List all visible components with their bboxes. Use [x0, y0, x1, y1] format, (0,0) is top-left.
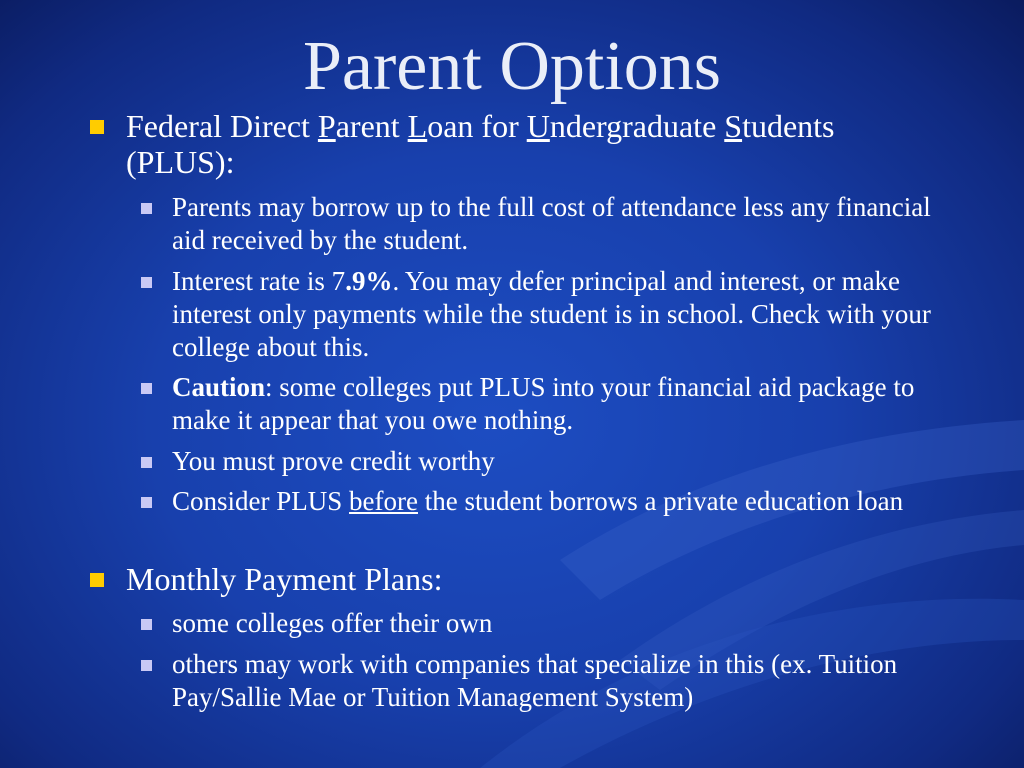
square-bullet-icon: [141, 457, 152, 468]
sub-bullet-caution: [141, 371, 941, 437]
square-bullet-icon: [141, 497, 152, 508]
square-bullet-icon: [141, 619, 152, 630]
sub-bullet-consider-text: Consider PLUS before the student borrows a private education loan: [172, 486, 904, 516]
square-bullet-icon: [141, 203, 152, 214]
bullet-plus-loan: [90, 108, 870, 180]
bullet-plus-loan-text: Federal Direct Parent Loan for Undergraduate Students (PLUS):: [126, 108, 835, 180]
square-bullet-icon: [141, 383, 152, 394]
sub-bullet-borrow-text: Parents may borrow up to the full cost of attendance less any financial aid received by the student.: [172, 192, 931, 255]
square-bullet-icon: [90, 120, 104, 134]
square-bullet-icon: [141, 660, 152, 671]
square-bullet-icon: [90, 573, 104, 587]
sub-bullet-companies-text: others may work with companies that specialize in this (ex. Tuition Pay/Sallie Mae or Tuition Management System): [172, 649, 898, 712]
bullet-monthly-plans: [90, 561, 870, 597]
sub-bullet-companies: [141, 648, 941, 714]
slide-title: Parent Options: [302, 28, 722, 105]
sub-bullet-own-plans: [141, 607, 941, 640]
sub-bullet-borrow: [141, 191, 941, 257]
sub-bullet-credit-text: You must prove credit worthy: [172, 446, 495, 476]
sub-bullet-own-plans-text: some colleges offer their own: [172, 608, 493, 638]
bullet-monthly-plans-text: Monthly Payment Plans:: [126, 561, 443, 597]
sub-bullet-interest-text: Interest rate is 7.9%. You may defer principal and interest, or make interest only payments while the student is in school. Check with your college about this.: [172, 266, 931, 362]
sub-bullet-credit: [141, 445, 941, 478]
sub-bullet-interest: [141, 265, 941, 364]
sub-bullet-consider: [141, 485, 941, 518]
sub-bullet-caution-text: Caution: some colleges put PLUS into your financial aid package to make it appear that you owe nothing.: [172, 372, 915, 435]
square-bullet-icon: [141, 277, 152, 288]
